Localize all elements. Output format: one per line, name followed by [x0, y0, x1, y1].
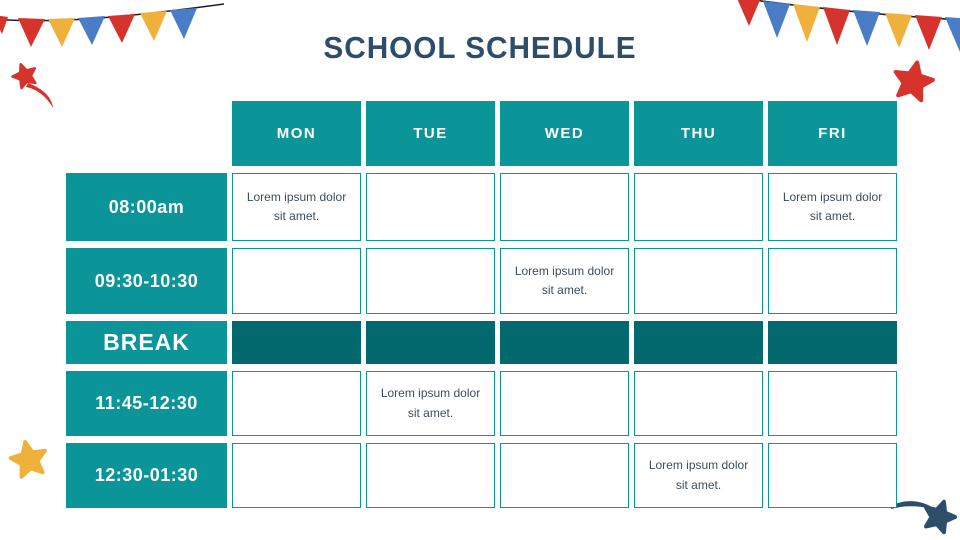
schedule-cell-tue-r1	[366, 173, 495, 241]
cell-text: Lorem ipsum dolor sit amet.	[648, 458, 749, 492]
schedule-cell-wed-r1	[500, 173, 629, 241]
schedule-cell-fri-r4	[768, 371, 897, 436]
schedule-cell-wed-r5	[500, 443, 629, 508]
table-corner-spacer	[66, 101, 227, 166]
schedule-cell-mon-r2	[232, 248, 361, 314]
schedule-cell-mon-r1	[232, 173, 361, 241]
schedule-cell-fri-r3	[768, 321, 897, 364]
schedule-cell-thu-r3	[634, 321, 763, 364]
cell-text: Lorem ipsum dolor sit amet.	[782, 189, 883, 223]
row-label-11-45-12-30: 11:45-12:30	[66, 371, 227, 436]
row-label-12-30-01-30: 12:30-01:30	[66, 443, 227, 508]
schedule-cell-mon-r4	[232, 371, 361, 436]
schedule-cell-thu-r4	[634, 371, 763, 436]
schedule-cell-tue-r4	[366, 371, 495, 436]
day-header-wed: WED	[500, 101, 629, 166]
schedule-cell-fri-r5	[768, 443, 897, 508]
cell-text: Lorem ipsum dolor sit amet.	[514, 263, 615, 297]
day-header-mon: MON	[232, 101, 361, 166]
page-title: SCHOOL SCHEDULE	[323, 30, 637, 65]
row-label-08-00am: 08:00am	[66, 173, 227, 241]
shooting-star-red-icon	[10, 60, 53, 108]
schedule-cell-thu-r2	[634, 248, 763, 314]
schedule-cell-mon-r3	[232, 321, 361, 364]
schedule-cell-fri-r1	[768, 173, 897, 241]
cell-text: Lorem ipsum dolor sit amet.	[246, 189, 347, 223]
schedule-cell-mon-r5	[232, 443, 361, 508]
row-label-break: BREAK	[66, 321, 227, 364]
star-yellow-icon	[8, 438, 49, 478]
schedule-cell-wed-r4	[500, 371, 629, 436]
schedule-cell-tue-r5	[366, 443, 495, 508]
schedule-cell-thu-r5	[634, 443, 763, 508]
day-header-thu: THU	[634, 101, 763, 166]
cell-text: Lorem ipsum dolor sit amet.	[380, 386, 481, 420]
schedule-cell-thu-r1	[634, 173, 763, 241]
schedule-cell-tue-r2	[366, 248, 495, 314]
schedule-cell-fri-r2	[768, 248, 897, 314]
day-header-tue: TUE	[366, 101, 495, 166]
shooting-star-blue-icon	[891, 497, 958, 534]
schedule-cell-wed-r3	[500, 321, 629, 364]
day-header-fri: FRI	[768, 101, 897, 166]
schedule-cell-wed-r2	[500, 248, 629, 314]
row-label-09-30-10-30: 09:30-10:30	[66, 248, 227, 314]
schedule-cell-tue-r3	[366, 321, 495, 364]
schedule-table	[66, 101, 897, 508]
